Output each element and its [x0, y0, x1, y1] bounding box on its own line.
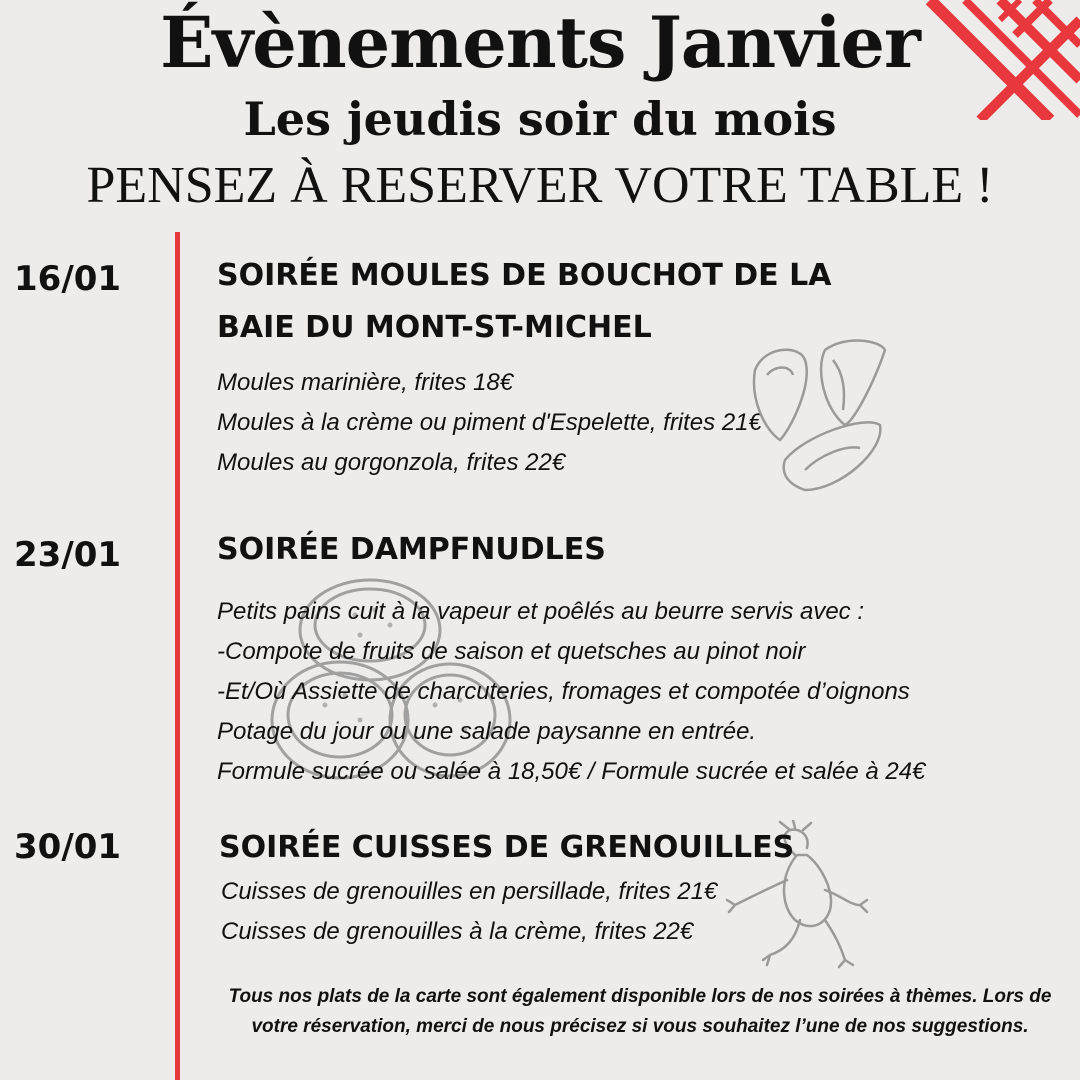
menu-line: Cuisses de grenouilles à la crème, frites 22€ [221, 918, 694, 945]
menu-line: Moules à la crème ou piment d'Espelette, frites 21€ [217, 409, 762, 436]
menu-line: Petits pains cuit à la vapeur et poêlés au beurre servis avec : [217, 598, 865, 625]
page-title: Évènements Janvier [160, 1, 920, 84]
menu-line: Moules au gorgonzola, frites 22€ [217, 449, 566, 476]
event-menu [217, 363, 762, 483]
event-date: 16/01 [14, 259, 122, 299]
menu-line: Moules marinière, frites 18€ [217, 369, 514, 396]
menu-line: Cuisses de grenouilles en persillade, frites 21€ [221, 878, 718, 905]
event-menu [221, 872, 717, 952]
event-menu [217, 592, 925, 792]
menu-line: -Et/Où Assiette de charcuteries, fromages et compotée d’oignons [217, 678, 910, 705]
mussels-icon [745, 330, 895, 500]
event-title: SOIRÉE CUISSES DE GRENOUILLES [219, 830, 795, 865]
timeline-divider [175, 232, 180, 1080]
event-title: SOIRÉE MOULES DE BOUCHOT DE LA BAIE DU MONT-ST-MICHEL [217, 258, 832, 345]
page-subtitle: Les jeudis soir du mois [243, 92, 837, 146]
event-date: 30/01 [14, 827, 122, 867]
menu-line: Potage du jour ou une salade paysanne en entrée. [217, 718, 757, 745]
menu-line: -Compote de fruits de saison et quetsches au pinot noir [217, 638, 806, 665]
menu-line: Formule sucrée ou salée à 18,50€ / Formule sucrée et salée à 24€ [217, 758, 926, 785]
event-title: SOIRÉE DAMPFNUDLES [217, 532, 606, 567]
footer-note: Tous nos plats de la carte sont également disponible lors de nos soirées à thèmes. Lors de votre réservation, merci de nous précisez si vous souhaitez l’une de nos suggestions. [228, 986, 1052, 1037]
event-date: 23/01 [14, 535, 122, 575]
reservation-tagline: PENSEZ À RESERVER VOTRE TABLE ! [86, 157, 994, 214]
